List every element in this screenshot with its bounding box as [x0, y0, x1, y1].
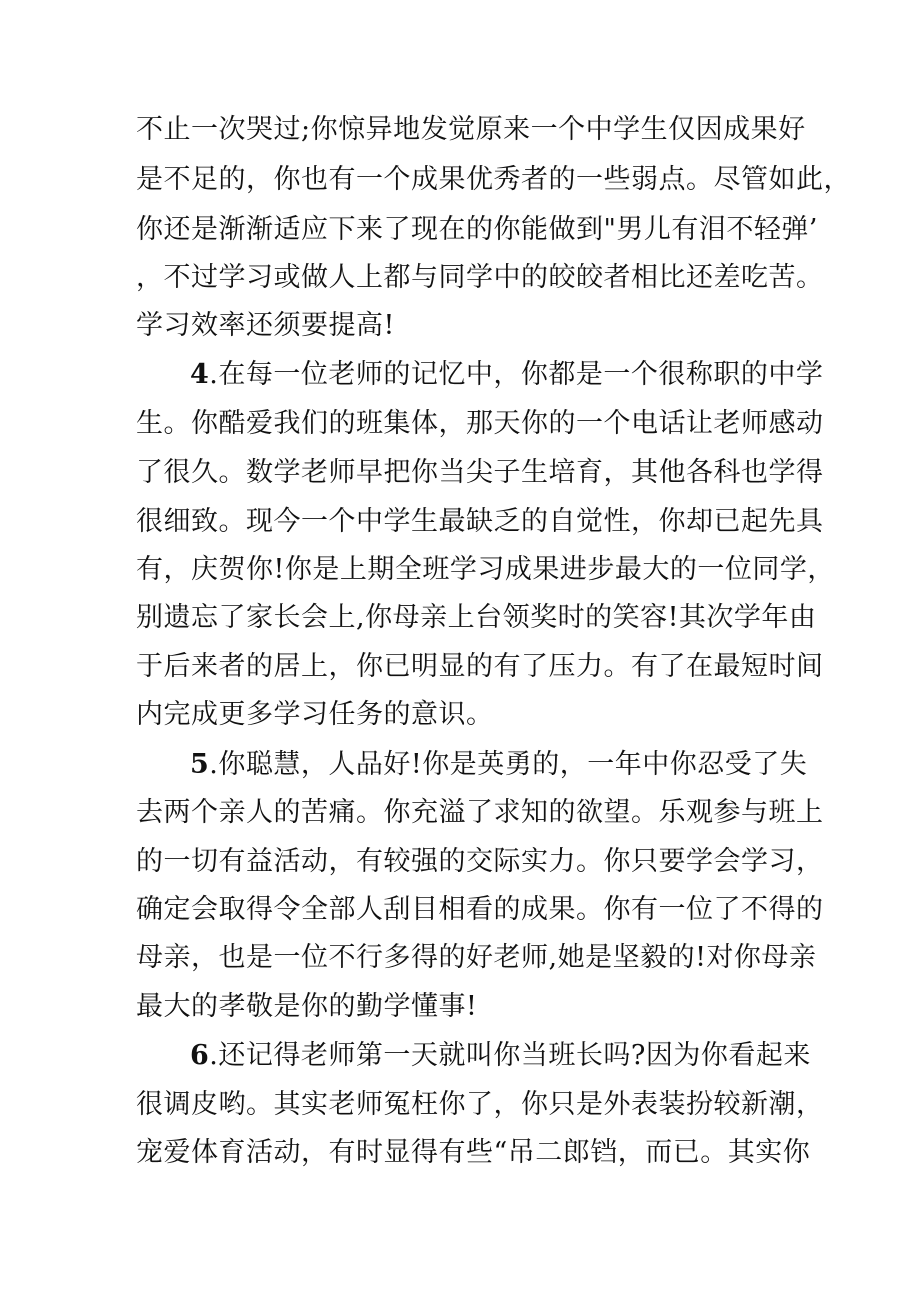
text-line: 宠爱体育活动，有时显得有些“吊二郎铛，而已。其实你	[136, 1137, 811, 1168]
text-line: 去两个亲人的苦痛。你充溢了求知的欲望。乐观参与班上	[136, 797, 824, 828]
text-line: 了很久。数学老师早把你当尖子生培育，其他各科也学得	[136, 457, 824, 488]
paragraph-number: 4	[190, 359, 210, 390]
text-line: .在每一位老师的记忆中，你都是一个很称职的中学	[209, 359, 824, 390]
text-line: 你还是渐渐适应下来了现在的你能做到"男儿有泪不轻弹’	[136, 214, 819, 245]
text-line: 生。你酷爱我们的班集体，那天你的一个电话让老师感动	[136, 408, 824, 439]
text-line: 母亲，也是一位不行多得的好老师,她是坚毅的!对你母亲	[136, 942, 817, 973]
text-line: 确定会取得令全部人刮目相看的成果。你有一位了不得的	[136, 894, 824, 925]
text-line: 很调皮哟。其实老师冤枉你了，你只是外表装扮较新潮，	[136, 1089, 824, 1120]
text-line: ，不过学习或做人上都与同学中的皎皎者相比还差吃苦。	[136, 262, 824, 293]
paragraph-5-first-line	[136, 745, 808, 785]
text-line: 的一切有益活动，有较强的交际实力。你只要学会学习，	[136, 846, 824, 877]
text-line: 很细致。现今一个中学生最缺乏的自觉性，你却已起先具	[136, 506, 824, 537]
text-line: 内完成更多学习任务的意识。	[136, 699, 494, 730]
text-line: 别遗忘了家长会上,你母亲上台领奖时的笑容!其次学年由	[136, 602, 817, 633]
text-line: 最大的孝敬是你的勤学懂事!	[136, 991, 478, 1022]
paragraph-6-first-line	[136, 1036, 811, 1076]
text-line: 有，庆贺你!你是上期全班学习成果进步最大的一位同学，	[136, 554, 835, 585]
text-line: 学习效率还须要提高!	[136, 310, 395, 341]
paragraph-4-first-line	[136, 355, 824, 395]
text-line: .你聪慧，人品好!你是英勇的，一年中你忍受了失	[209, 749, 808, 780]
text-line: 不止一次哭过;你惊异地发觉原来一个中学生仅因成果好	[136, 114, 806, 145]
text-line: .还记得老师第一天就叫你当班长吗?因为你看起来	[209, 1040, 811, 1071]
text-line: 是不足的，你也有一个成果优秀者的一些弱点。尽管如此，	[136, 164, 851, 195]
text-line: 于后来者的居上，你已明显的有了压力。有了在最短时间	[136, 651, 824, 682]
paragraph-number: 5	[190, 749, 210, 780]
paragraph-number: 6	[190, 1040, 210, 1071]
